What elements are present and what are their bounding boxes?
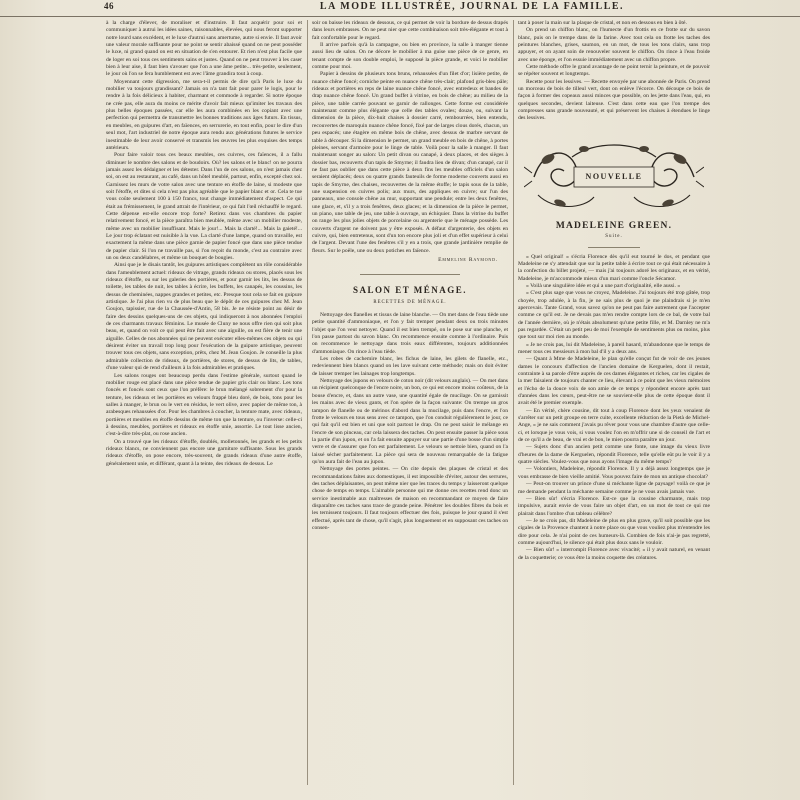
paragraph: — Bien sûr! » interrompit Florence avec vivacité; « il y avait naturel, en venant de la coquetterie; ce vous être la moins coquette des créatures. (518, 547, 710, 561)
paragraph: — Quant à Mme de Madeleine, le plan qu'elle conçut fut de voir de ces jeunes dames le concours d'affection de l'ancien domaine de Kerguelen, dont il restait, contrainte à sa parole d'être auprès de ces dames élégantes et riches, car les cigales de la mer faisaient de toujours chanter ce lieu, élevant à ce point que les vieux mémoires et l'écho de la douce voix de son amie de ce temps y répondent encore après tant d'années dans les cœurs, peut-être ne se souvient-elle plus de cette époque dont il avait été le premier exemple. (518, 356, 710, 407)
paragraph: tant à poser la main sur la plaque de cristal, et non en dessous en bien à ôté. (518, 20, 687, 26)
running-title: LA MODE ILLUSTRÉE, JOURNAL DE LA FAMILLE. (319, 1, 625, 12)
paragraph: Papier à dessins de plusieurs tons bruns, rehaussées d'un filet d'or; lisière petite, de nuance chêne foncé; corniche peinte en nuance chêne très-clair; plafond gris-bleu pâle; rideaux et portières en reps de laine nuance chêne foncé, avec entredeux et bandes de drap nuance chêne foncé. Un grand buffet à vitrine, en bois de chêne; au milieu de la pièce, une table carrée pouvant se garnir de rallonges. Cette forme est considérée maintenant comme plus élégante que celle des tables ovales; douze, ou, suivant la dimension de la pièce, dix-huit chaises à dossier carré, rembourrées, bien entendu, recouvertes de maroquin nuance chêne foncé, fixé par de larges clous dorés, chacun, un peu espacés; une étagère en même bois de chêne, avec dessus de marbre servant de table à découper. Si la dimension le permet, un grand meuble en bois de chêne, à portes pleines, servant d'armoire pour le linge de table. Voilà pour la salle à manger. Il faut maintenant songer au salon: Un petit divan ou canapé, à deux places, et des sièges à dossier bas, recouverts d'un tapis de Smyrne; il faudra lieu de divan; d'un canapé, car il ne faut pas oublier que dans cette pièce à deux fins les meubles officiels d'un salon seraient déplacés; deux ou quatre grands fauteuils de forme moderne couverts aussi en tapis de Smyrne, des chaises, recouvertes de la même étoffe; le tapis sous de la table, une suspension en cuivres polis; aux murs, des appliques en cuivre; sur l'un des panneaux, une console chêne au mur, supportant une pendule; entre les deux fenêtres, une glace, et, s'il y a trois fenêtres, deux glaces; et la dimension de la pièce le permet, un piano, une table de jeu, une table à ouvrage, un échiquier. Dans la vitrine du buffet on range les plus jolies objets de porcelaine ou argenterie que le ménage possède. Les couverts d'argent ne doivent pas y être exposés. A défaut d'argenterie, des objets en cuivre, qui, bien entretenus, sont d'un ton encore plus joli et d'un effet supérieur à celui de l'argent. Devant l'une des fenêtres s'il y en a trois, que grande jardinière remplie de fleurs. Sur le poêle, une ou deux potiches en faïence. (312, 71, 508, 254)
column-2 (312, 20, 508, 790)
story-subtitle: Suite. (605, 234, 623, 240)
story-title: MADELEINE GREEN. (555, 220, 673, 231)
paragraph: Cette méthode offre le grand avantage de ne point ternir la peinture, et de pouvoir se répéter souvent et longtemps. (518, 64, 710, 78)
paragraph: On prend un chiffon blanc, on l'humecte d'un frottis en ce frotte sur du savon blanc, puis on le trempe dans de la farine. Avec tout cela on frotte les taches des peintures blanches, grises, saumon, en un mot, de tous les tons clairs, sans trop appuyer, et on ayant soin de renouveler souvent le chiffon. On rince à l'eau froide avec une éponge, et l'on essuie immédiatement avec un chiffon propre. (518, 27, 710, 63)
paragraph: — En vérité, chère cousine, dit tout à coup Florence dont les yeux venaient de s'arrêter sur un petit groupe en terre cuite, excellente réduction de la Pietà de Michel-Ange, « je ne sais comment j'avais pu rêver pour vous une chambre d'autre que celle-ci, et lorsque je vous vois, si vous voulez l'on en m'offrir une si de conseil de l'art et de ce qu'il a de beau, de vrai et de bon, le mien pourra paraître un jour. (518, 407, 710, 444)
section-subtitle: RECETTES DE MÉNAGE. (373, 299, 447, 305)
paragraph: — Je ne crois pas, dit Madeleine de plus en plus grave, qu'il soit possible que les cigales de la Provence chantent à notre place ou que vous vouliez plus m'entendre les dire pour cela. Je n'ai point de ces humeurs-là. Combien de fois n'ai-je pas regretté, comme aujourd'hui, le silence qui était plus doux sans le vouloir. (518, 517, 710, 546)
paragraph: Nettoyage des jupons en velours de coton noir (dit velours anglais). — On met dans un récipient quelconque de l'encre noire, un bon, ce qui est encore moins coûteux, de la bouse d'encre, et, dans un autre vase, une quantité égale de mucilage. On se garnissit les mains avec de vieux gants, et l'on opère de la façon suivante: On trempe un gros tampon de flanelle ou de mérinos d'abord dans la mucilage, puis dans l'encre, et l'on frotte le velours en tous sens avec ce tampon, que l'on conduit régulièrement le jour, ce qui fait qu'il est bien et uni que soit partout le drap. On ne peut saisir le mélange en l'encre de son pinceau, car cela laissera des taches. On peut ensuite passer la pièce sous la partie d'un jupon, et on l'a fait ensuite appuyer sur une partie d'une bosse d'un simple verre et de s'assurer que l'on est parfaitement. Le velours se nettoie bien, quand on l'a laissé sécher parfaitement. La pièce qui sera de nouveau remarquable de la fatigue qu'on aura fait de l'eau au jupon. (312, 378, 508, 465)
page-number: 46 (104, 1, 114, 11)
paragraph: Moyennant cette digression, me sera-t-il permis de dire qu'à Paris le luxe du mobilier va toujours grandissant? Jamais on n'a tant fait pour parer le logis, pour le rendre à la fois délicieux à habiter, charmant et commode à regarder. Si notre époque ne crée pas, elle aura du moins ce mérite d'avoir fait mieux qu'imiter les travaux des plus belles époques passées, car elle les aura combinées en les copiant avec une perfection qui permettra de transmettre les bonnes traditions aux âges futurs. En tissus, en meubles, en guipures d'art, en faïences, en serrurerie, en tout enfin, pour le dire d'un seul mot, l'art industriel de notre époque aura rendu aux générations futures le service inestimable de leur avoir conservé et transmis les œuvres les plus exquises des temps antérieurs. (106, 78, 302, 151)
nouvelle-label: NOUVELLE (585, 171, 643, 181)
paragraph: Nettoyage des flanelles et tissus de laine blanche. — On met dans de l'eau tiède une petite quantité d'ammoniaque, et l'on y fait tremper pendant deux ou trois minutes l'objet que l'on veut nettoyer. Quand il est bien trempé, on le pose sur une planche, et l'on passe partout du savon blanc. On recommence ensuite comme à l'ordinaire. Puis on recommence le nettoyage dans trois eaux différentes, toujours additionnées d'ammoniaque. On rince à l'eau tiède. (312, 312, 508, 355)
section-title: SALON ET MÉNAGE. (352, 285, 468, 296)
paragraph: Pour faire valoir tous ces beaux meubles, ces cuivres, ces faïences, il a fallu diminuer le nombre des salons et de boudoirs. Où? les salons et le blanc! on ne pourra jamais assez les dédaigner et les détester. Dans l'un de ces salons, on n'est jamais chez soi, on est au restaurant, au café, dans un hôtel meublé, partout, enfin, excepté chez soi. Garnissez les murs de votre salon avec une tenture en étoffe de laine, si modeste que soit l'étoffe, et dites si cela n'est pas plus agréable que le papier blanc et or. Cela te tue vous coûte seulement 100 à 150 francs, tout change immédiatement d'aspect. Ce qui était au frémissement, le grand attrait de l'intérieur, ce qui fait l'œil réchauffé le regard. Cette dépense est-elle encore trop forte? Retirez dans vos chambres du papier relativement foncé, et la pièce paraîtra bien meublée, même avec un mobilier modeste, même avec un mobilier insuffisant. Mais le jour!... Mais la clarté!... Mais la gaieté!... Le jour trop éclatant est nuisible à la vue. La clarté d'une lampe, quand on travaille, est exactement la même dans une pièce garnie de papier foncé que dans une pièce tendue de papier clair. Si l'on ne travaille pas, si l'on reçoit du monde, c'est au contraire avec un ou deux candélabres, et même un bouquet de bougies. (106, 152, 302, 261)
paragraph: « Quel original! » s'écria Florence dès qu'il eut tourné le dos, et pendant que Madeleine ne s'y attendait que sur la petite table à écrire tout ce qui était nécessaire à la confection du billet projeté, — mais j'ai toujours adoré les originaux, et en vérité, Madeleine, je m'accommode mieux d'un mari comme l'oncle Sécamor. (518, 253, 710, 282)
paragraph: Ainsi que je le disais tantôt, les guipures artistiques complètent un rôle considérable dans l'ameublement actuel: rideaux de vitrage, grands rideaux ou stores, placés sous les rideaux d'étoffe, ou sur les galeries des portières, et pour garnir les lits, les dessus de toilette, les tables de nuit, les tables à écrire, les buffets, les canapés, les coussins, les dessus de cheminées, nappes grandes et petites, etc. Presque tout cela se fait en guipure artistique. Je l'ai plus rien vu de plus beau que le dépôt de ces guipures chez M. Jean Goujon, tapissier, rue de la Chaussée-d'Antin, 58 bis. Je ne résiste point au désir de faire des dessins quelques-uns de ces objets, qui indiqueront à nos abonnées l'emploi de ces charmants travaux féminins. Le musée de Cluny ne nous offre rien qui soit plus beau, et, quand on voit ce qui peut être fait avec une aiguille, on est fière de tenir une aiguille. Celles de nos abonnées qui ne peuvent exécuter elles-mêmes ces objets ou qui désirent éviter un travail trop long pour l'exécution de la guipure artistique, peuvent trouver tous ces objets, sans exception, prêts, chez M. Jean Goujon. Je conseille la plus admirable collection de rideaux, de portières, de stores, de dessus de lits, de tables, d'une valeur qui de rend d'ailleurs à la fois admirables et pratiques. (106, 262, 302, 372)
author-signature: Emmeline Raymond. (438, 257, 498, 263)
paragraph: Nettoyage des portes peintes. — On cite depuis des plaques de cristal et des recommandations faites aux domestiques, il est impossible d'éviter, autour des serrures, des taches déplaisantes, on peut même nier que les traces du temps y laisseront quelque chose de temps en temps. L'aimable personne qui me donne ces recettes rend donc un service inestimable aux maîtresses de maison en recommandant ce moyen de faire disparaître ces taches sans trace de grande peine. Pénétrer les doubles fibres du bois et les ternissent toujours. Il faut toujours effectuer des fois, puisque le jour quand il s'est effectué, après tant de chose, qu'il s'agit, plus longuement et en supposant ces taches on consen- (312, 466, 508, 531)
column-divider (513, 20, 514, 785)
paragraph: On a trouvé que les rideaux d'étoffe, doublés, molletonnés, les grands et les petits rideaux blancs, ne conviennent pas encore une garniture suffisante. Sous les grands rideaux d'étoffe, on pose encore, très-souvent, de grands rideaux d'une autre étoffe, généralement unie, et différant, quant à la teinte, des rideaux de dessus. Le (106, 438, 302, 467)
paragraph: « Voilà une singulière idée et qui a une part d'originalité, elle aussi. » (526, 282, 681, 289)
paragraph: Les salons rouges ont beaucoup perdu dans l'estime générale, surtout quand le mobilier rouge est placé dans une pièce tendue de papier gris clair ou blanc. Les tons foncés et foncés sont ceux que l'on préfère: le brun mélangé sobrement d'or pour la tenture, les rideaux et les portières en velours frappé bleu doré, de bois, tons pour les salles à manger, le brun ou le vert en résidus, le vert olive, avec papier de même ton, à arabesques rehaussées d'or. Pour les chambres à coucher, la tenture mate, avec rideaux, portières et meubles en étoffe dessins de même ton que la tenture, ou l'inverse: celle-ci à dessins, meubles, portières et rideaux en étoffe unie, assortie. Le tout lisse ancien, c'est-à-dire très-plat, ou rose ancien. (106, 372, 302, 438)
column-3 (518, 20, 710, 790)
paragraph: « Je ne crois pas, lui dit Madeleine, à pareil hasard, m'abandonne que le temps de mener tous ces messieurs à mon bal d'il y a deux ans. (518, 341, 710, 355)
section-divider (360, 274, 460, 275)
paragraph: — Peut-on trouver un prince d'une si méchante ligne de paysage! voilà ce que je me demande pendant la méchante semaine comme je ne vous avais jamais vue. (518, 481, 710, 495)
paragraph: « C'est plus sage que vous ne croyez, Madeleine. J'ai toujours été trop gâtée, trop choyée, trop adulée, à la fin, je ne sais plus de quoi je me plaindrais si je m'en apercevais. Tante Grand, vous savez qu'on ne peut pas faire autrement que l'accepter comme ce qu'il est. Je ne devais pas m'en rendre compte lors de ce bal, de votre bal de l'année dernière, où je n'étais absolument qu'une petite fille, et M. Darnley ne m'a pas regardée. C'était un petit peu de moi l'exemple de sentiments plus ou moins, plus que tout sur moi rien au monde. (518, 290, 710, 341)
nouvelle-ornament (524, 137, 704, 217)
column-1 (106, 20, 302, 790)
paragraph: Il arrive parfois qu'à la campagne, ou bien en province, la salle à manger tienne aussi lieu de salon. On ne décore le mobilier à ma guise une pièce de ce genre, en tenant compte de son double emploi, le supposé la pièce grande, et voici le mobilier comme pour moi. (312, 42, 508, 71)
paragraph: Recette pour les lessives. — Recette envoyée par une abonnée de Paris. On prend un morceau de bois de tilleul vert, dont on enlève l'écorce. On découpe ce bois de façon à former des copeaux aussi minces que possible, on les jette dans l'eau, qui, en quelques secondes, devient laiteuse. C'est dans cette eau que l'on trempe des compresses sans grande nouveauté, et qui préservent les chaises à étendues le linge des lessives. (518, 78, 710, 122)
story-divider (588, 247, 640, 248)
paragraph: — Bien sûr! s'écria Florence. Est-ce que la cousine charmante, mais trop impulsive, aurait envie de vous faire un objet d'art, en un mot de tout ce qui me plairait dans l'ombre d'un tableau célèbre? (518, 495, 710, 517)
page-header (0, 0, 800, 17)
paragraph: soir on baisse les rideaux de dessous, ce qui permet de voir la bordure de dessus drapés dans leurs embrasses. On ne peut nier que cette combinaison soit très-élégante et tout à fait confortable pour le regard. (312, 20, 508, 41)
column-divider (307, 20, 308, 785)
paragraph: à la charge d'élever, de moraliser et d'instruire. Il faut acquérir pour soi et communiquer à autrui les idées saines, raisonnables, élevées, qui nous feront supporter notre lourd sans excédent, et le luxe d'autrui sans amertume, autre si envie. Il faut avoir une valeur morale suffisante pour ne point se sentir abaissé quand on ne peut posséder le luxe, ni grand quand on est en situation de s'en entourer. Et rien n'est plus facile que de loger en soi tous ces sentiments sains et justes. Quand on ne peut trouver à les caser bien à leur aise, il faut bien s'avouer que l'on a une âme petite... très-petite, seulement, le jour où l'on se fera humblement est avec l'âme grandira tout à coup. (106, 20, 302, 78)
paragraph: — Sujets donc d'un ancien petit comme une fonte, une image du vieux livre d'heures de la dame de Kerguelen, répondit Florence, telle qu'elle eût pu le voir il y a quatre siècles. Voulez-vous que nous ayons l'image du même temps? (518, 444, 710, 466)
paragraph: Les robes de cachemire blanc, les fichus de laine, les gilets de flanelle, etc., redeviennent bien blancs quand on les lave suivant cette méthode; mais on doit éviter de laisser tremper les lainages trop longtemps. (312, 356, 508, 377)
paragraph: — Volontiers, Madeleine, répondit Florence. Il y a déjà assez longtemps que je vous embrasse de bien vieille amitié. Vous pouvez faire de mon un antique chocolat? (518, 466, 710, 480)
